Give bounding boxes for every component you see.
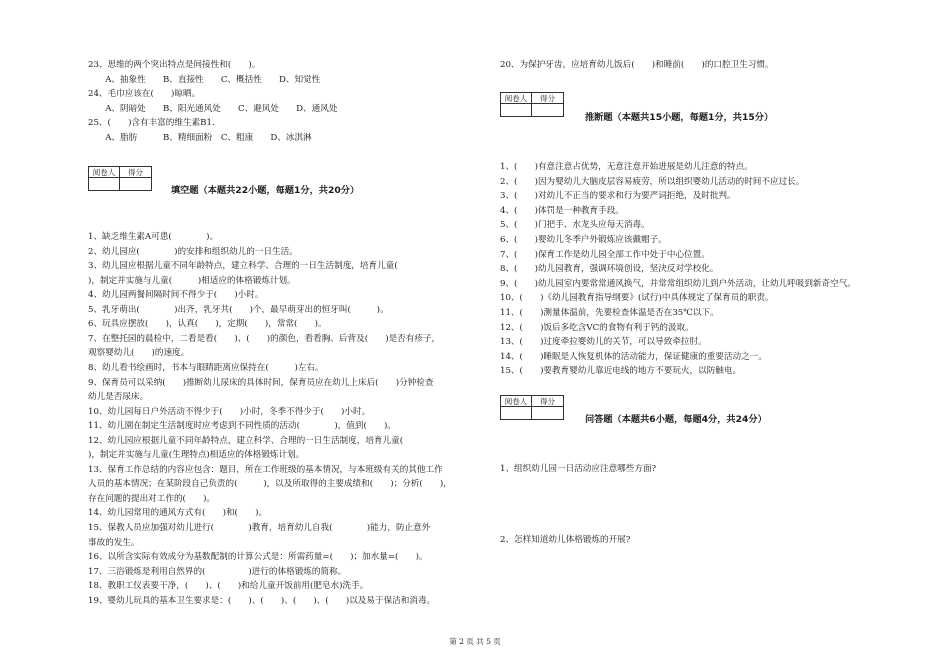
question-line: A、抽象性 B、直接性 C、概括性 D、知觉性 <box>88 74 321 85</box>
score-cell <box>532 104 563 116</box>
reviewer-label: 阅卷人 <box>501 93 532 104</box>
judge-section-title: 推断题（本题共15小题，每题1分，共15分） <box>585 112 774 123</box>
question-line: 14、幼儿园常用的通风方式有( )和( )。 <box>88 508 268 519</box>
qa-question-2: 2、怎样知道幼儿体格锻炼的开展? <box>500 535 631 545</box>
question-line: 14、( )睡眠是人恢复机体的活动能力，保证健康的重要活动之一。 <box>500 351 767 362</box>
question-line: 5、( )门把手、水龙头应每天消毒。 <box>500 220 650 231</box>
question-line: 人员的基本情况；在某阶段自己负责的( )，以及所取得的主要成绩和( )；分析( )， <box>88 479 452 490</box>
question-line: 9、( )幼儿园室内要常常通风换气，并常常组织幼儿到户外活动，让幼儿呼吸到新奇空气。 <box>500 278 856 289</box>
score-label: 得分 <box>532 396 563 407</box>
question-line: 2、( )因为婴幼儿大脑皮层容易疲劳，所以组织婴幼儿活动的时间不应过长。 <box>500 176 805 187</box>
question-line: 存在问题的提出对工作的( )。 <box>88 493 216 504</box>
reviewer-label: 阅卷人 <box>89 167 120 178</box>
question-line: 9、保育员可以采纳( )推断幼儿尿床的具体时间，保育员应在幼儿上床后( )分钟检查 <box>88 377 434 388</box>
reviewer-cell <box>501 104 532 116</box>
score-box-qa <box>500 395 564 420</box>
question-line: 4、( )体罚是一种教育手段。 <box>500 205 624 216</box>
question-line: 23、思维的两个突出特点是间接性和( )。 <box>88 60 261 70</box>
question-line: )，制定并实施与儿童(生理特点)相适应的体格锻炼计划。 <box>88 450 305 461</box>
question-line: 25、( )含有丰富的维生素B1. <box>88 118 215 129</box>
question-line: 11、幼儿園在制定生活制度时应考虑到不同性质的活动( )，值到( )。 <box>88 421 396 432</box>
fill-section-title: 填空题（本题共22小题，每题1分，共20分） <box>171 185 360 196</box>
question-line: 19、婴幼儿玩具的基本卫生要求是：( )、( )、( )、( )以及易于保洁和消毒。 <box>88 595 436 606</box>
question-line: 4、幼儿园两餐间隔时间不得少于( )小时。 <box>88 290 264 301</box>
score-cell <box>120 178 151 190</box>
question-line: 1、缺乏维生素A可患( )。 <box>88 232 219 242</box>
question-line: 7、( )保育工作是幼儿园全部工作中处于中心位置。 <box>500 249 710 260</box>
question-line: 1、( )有意注意占优势，无意注意开始进展是幼儿注意的特点。 <box>500 162 753 172</box>
question-line: 3、( )对幼儿不正当的要求和行为要严词拒绝，及时批判。 <box>500 191 736 202</box>
page-footer: 第 2 页 共 5 页 <box>449 637 501 646</box>
question-line: 6、( )婴幼儿冬季户外锻炼应该戴帽子。 <box>500 235 667 245</box>
question-line: 6、玩具应摆放( )，认真( )，定期( )，常常( )。 <box>88 319 327 330</box>
question-line: 2、幼儿园应( )的安排和组织幼儿的一日生活。 <box>88 246 298 257</box>
reviewer-cell <box>89 178 120 190</box>
reviewer-label: 阅卷人 <box>501 396 532 407</box>
question-line: 12、( )饭后多吃含VC的食物有利于钙的汲取。 <box>500 322 694 333</box>
question-line: 10、幼儿园每日户外活动不得少于( )小时，冬季不得少于( )小时。 <box>88 406 371 417</box>
question-line: 3、幼儿园应根据儿童不同年龄特点，建立科学、合理的一日生活制度，培育儿童( <box>88 261 415 272</box>
qa-question-1: 1、组织幼儿园一日活动应注意哪些方面? <box>500 464 657 474</box>
question-line: 观察婴幼儿( )的速度。 <box>88 348 190 359</box>
question-line: A、阴暗处 B、阳光通风处 C、避风处 D、通风处 <box>88 103 338 114</box>
qa-section-title: 问答题（本题共6小题，每题4分，共24分） <box>585 414 767 425</box>
question-line: 24、毛巾应该在( )晾晒。 <box>88 89 201 100</box>
score-label: 得分 <box>532 93 563 104</box>
question-line: )，制定并实施与儿童( )相适应的体格锻炼计划。 <box>88 275 296 286</box>
question-line: 15、( )要教育婴幼儿靠近电线的地方不要玩火，以防触电。 <box>500 366 742 377</box>
question-line: 13、( )过度牵拉婴幼儿的关节，可以导致牵拉肘。 <box>500 337 707 348</box>
reviewer-cell <box>501 407 532 419</box>
question-line: 13、保育工作总结的内容应包含：题目，所在工作班级的基本情况，与本班级有关的其他工作 <box>88 464 443 475</box>
question-line: 8、幼儿看书绘画时，书本与眼睛距离应保持在( )左右。 <box>88 362 324 373</box>
score-label: 得分 <box>120 167 151 178</box>
question-line: 10、( )《幼儿园教育指导纲要》(试行)中具体规定了保育员的职责。 <box>500 293 774 304</box>
question-line: 11、( )测量体温前，先要检查体温是否在35℃以下。 <box>500 308 719 318</box>
question-line: 16、以所含实际有效成分为基数配制的计算公式是：所需药量=( )；加水量=( )。 <box>88 552 428 563</box>
question-line: 18、教职工仪表要干净，( )、( )和给儿童开饭前用(肥皂水)洗手。 <box>88 581 369 592</box>
question-line: 事故的发生。 <box>88 537 140 548</box>
question-line: 7、在整托园的晨检中，二看是看( )、( )的颜色，看看胸、后背及( )是否有疹子， <box>88 333 441 344</box>
question-line: 8、( )幼儿园教育，强调环境创设，坚決反对学校化。 <box>500 264 719 275</box>
question-line: 15、保教人员应加强对幼儿进行( )教育，培育幼儿自我( )能力，防止意外 <box>88 523 431 533</box>
question-line: 17、三浴锻炼是利用自然界的( )进行的体格锻炼的简称。 <box>88 566 347 577</box>
question-line: 幼儿是否尿床。 <box>88 392 149 403</box>
question-line: 5、乳牙萌出( )出齐，乳牙共( )个，最早萌芽出的恒牙叫( )。 <box>88 304 389 315</box>
score-cell <box>532 407 563 419</box>
question-line: 12、幼儿园应根据儿童不同年龄特点，建立科学、合理的一日生活制度，培育儿童( <box>88 435 421 446</box>
score-box-judge <box>500 92 564 117</box>
score-box-fill <box>88 166 152 191</box>
question-20: 20、为保护牙齿，应培育幼儿饭后( )和睡前( )的口腔卫生习惯。 <box>500 60 774 70</box>
question-line: A、脂肪 B、精细面粉 C、粗康 D、冰淇淋 <box>88 133 312 143</box>
